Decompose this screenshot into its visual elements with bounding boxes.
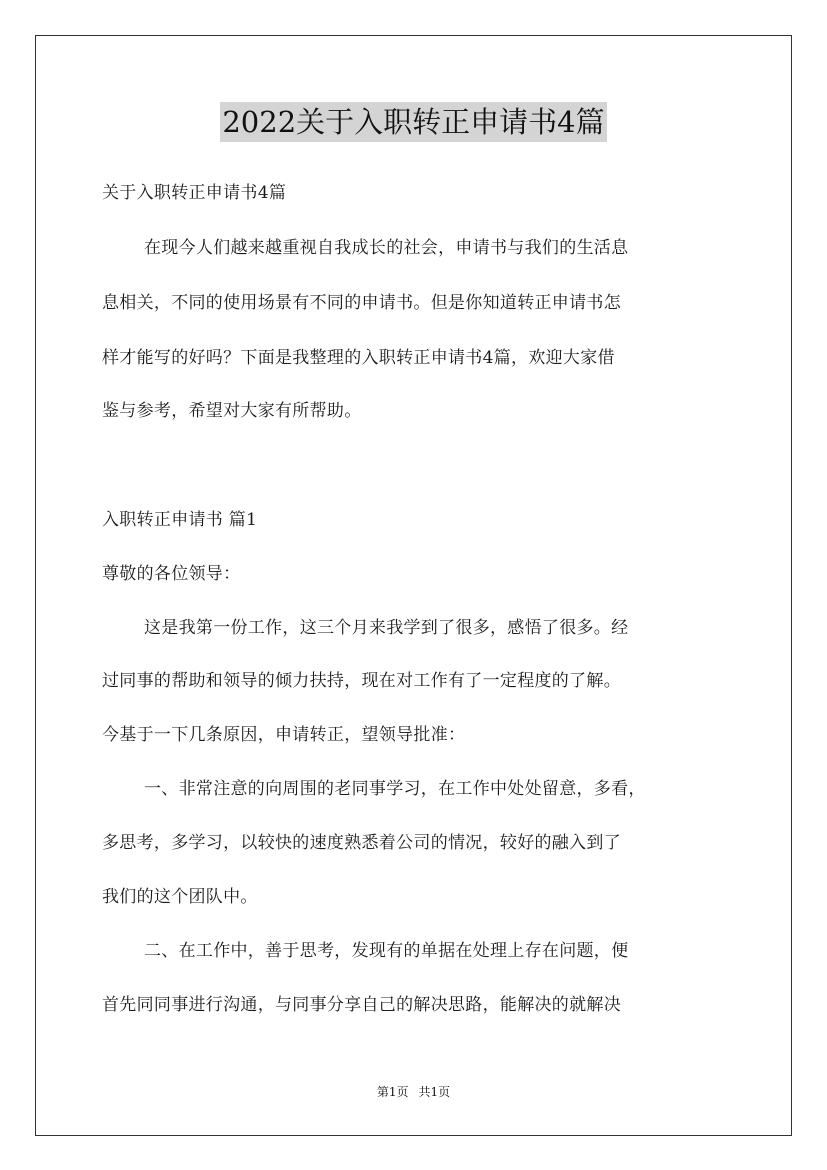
intro-line-3: 样才能写的好吗？下面是我整理的入职转正申请书4篇，欢迎大家借 — [102, 348, 615, 368]
title-container — [0, 102, 827, 142]
body-line-5: 多思考，多学习，以较快的速度熟悉着公司的情况，较好的融入到了 — [102, 833, 621, 853]
section-heading: 入职转正申请书 篇1 — [102, 510, 258, 530]
body-line-3: 今基于一下几条原因，申请转正，望领导批准： — [102, 725, 466, 745]
body-line-2: 过同事的帮助和领导的倾力扶持，现在对工作有了一定程度的了解。 — [102, 671, 621, 691]
body-line-7: 二、在工作中，善于思考，发现有的单据在处理上存在问题，便 — [144, 941, 629, 961]
document-title: 2022关于入职转正申请书4篇 — [220, 102, 606, 142]
intro-line-2: 息相关，不同的使用场景有不同的申请书。但是你知道转正申请书怎 — [102, 293, 621, 313]
page-total: 共1页 — [418, 1085, 451, 1099]
body-line-8: 首先同同事进行沟通，与同事分享自己的解决思路，能解决的就解决 — [102, 995, 621, 1015]
salutation: 尊敬的各位领导： — [102, 564, 241, 584]
page-number: 第1页 — [376, 1085, 409, 1099]
body-line-4: 一、非常注意的向周围的老同事学习，在工作中处处留意，多看， — [144, 779, 646, 799]
intro-line-4: 鉴与参考，希望对大家有所帮助。 — [102, 401, 362, 421]
body-line-1: 这是我第一份工作，这三个月来我学到了很多，感悟了很多。经 — [144, 618, 629, 638]
document-subtitle: 关于入职转正申请书4篇 — [102, 183, 287, 203]
intro-line-1: 在现今人们越来越重视自我成长的社会，申请书与我们的生活息 — [144, 238, 629, 258]
page-footer — [0, 1084, 827, 1100]
body-line-6: 我们的这个团队中。 — [102, 887, 258, 907]
